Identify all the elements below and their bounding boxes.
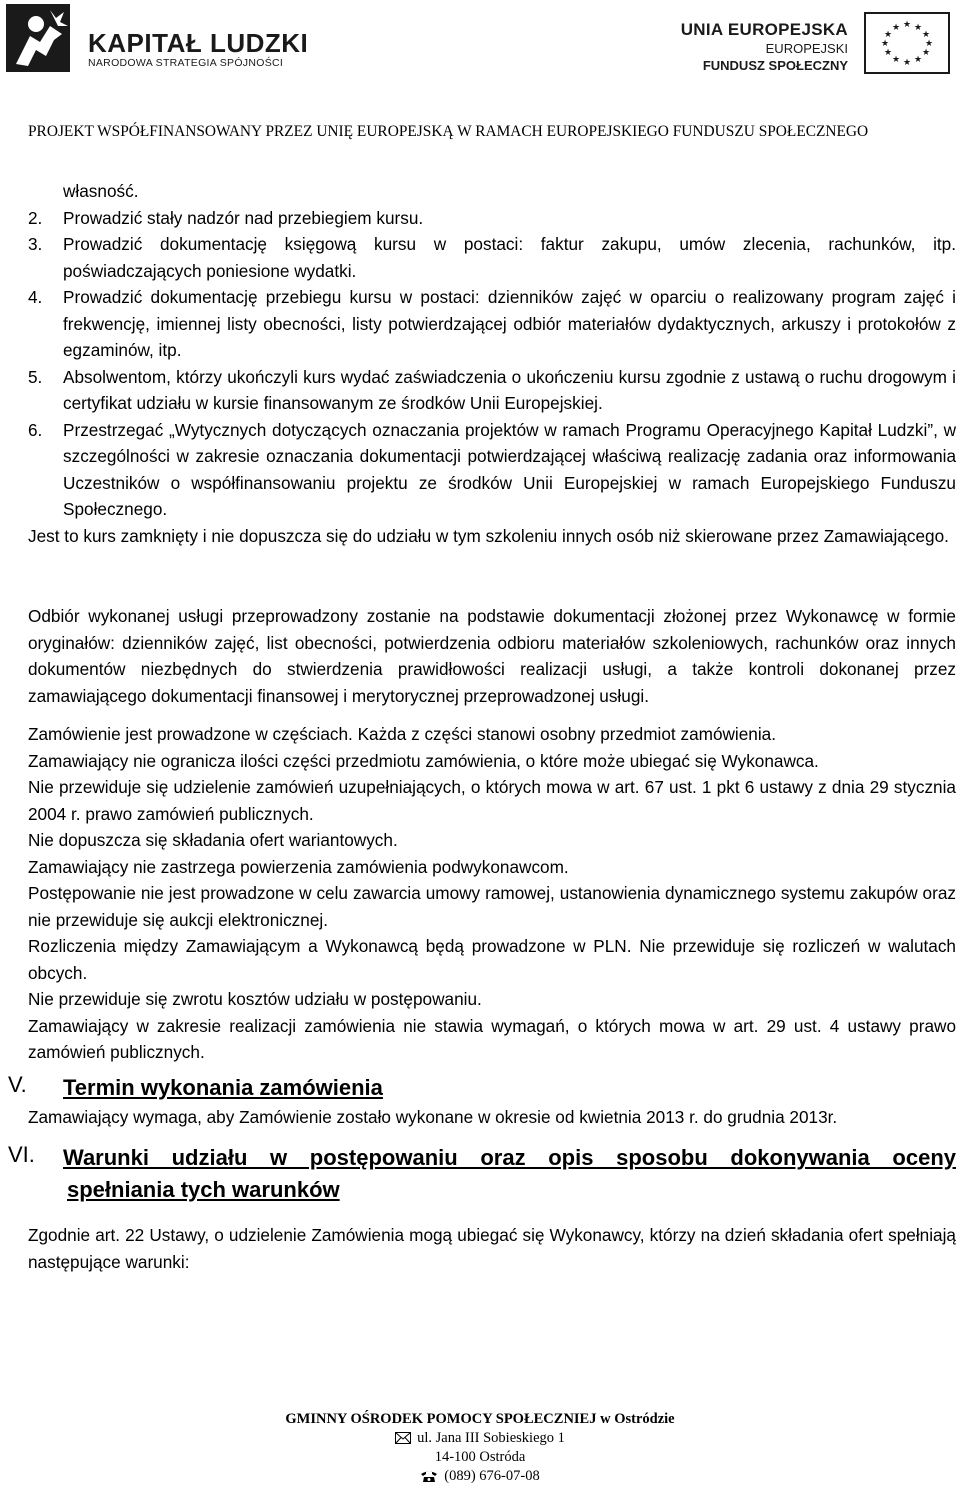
section-vi-title-line1: Warunki udziału w postępowaniu oraz opis sposobu dokonywania oceny <box>63 1145 956 1170</box>
envelope-icon <box>395 1432 411 1444</box>
svg-text:★: ★ <box>913 23 923 33</box>
statement: Nie dopuszcza się składania ofert wariantowych. <box>28 830 398 850</box>
section-v-body: Zamawiający wymaga, aby Zamówienie zostało wykonane w okresie od kwietnia 2013 r. do grudnia 2013r. <box>28 1106 838 1127</box>
eu-logo-line1: UNIA EUROPEJSKA <box>680 20 848 39</box>
footer-address: ul. Jana III Sobieskiego 1 <box>417 1430 565 1446</box>
list-item <box>28 231 956 284</box>
footer-phone: (089) 676-07-08 <box>444 1468 540 1484</box>
statement: Rozliczenia między Zamawiającym a Wykonawcą będą prowadzone w PLN. Nie przewiduje się rozliczeń w walutach obcych. <box>28 936 956 983</box>
section-vi-title-line2: spełniania tych warunków <box>67 1177 340 1202</box>
kapital-ludzki-title: KAPITAŁ LUDZKI <box>88 28 309 58</box>
section-v <box>8 1071 956 1104</box>
svg-text:★: ★ <box>891 23 901 33</box>
list-item <box>28 417 956 523</box>
kapital-ludzki-subtitle: NARODOWA STRATEGIA SPÓJNOŚCI <box>88 57 284 69</box>
section-vi-body: Zgodnie art. 22 Ustawy, o udzielenie Zamówienia mogą ubiegać się Wykonawcy, którzy na dzień składania ofert spełniają następujące warunki: <box>28 1225 956 1272</box>
svg-text:★: ★ <box>883 48 893 58</box>
list-item-text: Prowadzić dokumentację przebiegu kursu w postaci: dzienników zajęć w oparciu o realizowany program zajęć i frekwencję, imiennej listy obecności, listy potwierdzającej odbiór materiałów dydaktycznych, arkuszy i protokołów z egzaminów, itp. <box>63 287 956 360</box>
list-item-number: 6. <box>28 419 43 440</box>
svg-text:★: ★ <box>902 58 912 68</box>
svg-text:★: ★ <box>921 48 931 58</box>
svg-text:★: ★ <box>883 30 893 40</box>
page-header <box>0 0 960 150</box>
statement: Nie przewiduje się zwrotu kosztów udziału w postępowaniu. <box>28 989 482 1009</box>
statement: Nie przewiduje się udzielenie zamówień uzupełniających, o których mowa w art. 67 ust. 1 pkt 6 ustawy z dnia 29 stycznia 2004 r. prawo zamówień publicznych. <box>28 777 956 824</box>
project-cofinancing-line: PROJEKT WSPÓŁFINANSOWANY PRZEZ UNIĘ EUROPEJSKĄ W RAMACH EUROPEJSKIEGO FUNDUSZU SPOŁECZNEGO <box>28 123 869 140</box>
phone-icon <box>420 1470 438 1482</box>
kapital-ludzki-logo <box>6 4 309 74</box>
footer-phone-line <box>0 1467 960 1486</box>
svg-text:★: ★ <box>924 39 934 49</box>
list-item-text: Przestrzegać „Wytycznych dotyczących oznaczania projektów w ramach Programu Operacyjnego Kapitał Ludzki”, w szczególności w zakresie oznaczania dokumentacji potwierdzającej właściwą realizację zadania oraz informowania Uczestników o współfinansowaniu projektu ze środków Unii Europejskiej w ramach Europejskiego Funduszu Społecznego. <box>63 419 956 519</box>
list-item-number: 2. <box>28 207 43 228</box>
statement: Zamawiający nie ogranicza ilości części przedmiotu zamówienia, o które może ubiegać się Wykonawca. <box>28 750 819 771</box>
svg-text:★: ★ <box>880 39 890 49</box>
kapital-ludzki-emblem-icon <box>6 4 70 72</box>
acceptance-paragraph: Odbiór wykonanej usługi przeprowadzony zostanie na podstawie dokumentacji złożonej przez Wykonawcę w formie oryginałów: dzienników zajęć, list obecności, potwierdzenia odbioru materiałów szkoleniowych, rachunków oraz innych dokumentów niezbędnych do stwierdzenia prawidłowości realizacji usługi, a także kontroli dokonanej przez zamawiającego dokumentacji finansowej i merytorycznej przeprowadzonej usługi. <box>28 606 956 706</box>
footer-address-line <box>0 1429 960 1448</box>
statement: Postępowanie nie jest prowadzone w celu zawarcia umowy ramowej, ustanowienia dynamicznego systemu zakupów oraz nie przewiduje się aukcji elektronicznej. <box>28 883 956 930</box>
list-item-text: Prowadzić dokumentację księgową kursu w postaci: faktur zakupu, umów zlecenia, rachunków, itp. poświadczających poniesione wydatki. <box>63 234 956 281</box>
eu-logo-line3: FUNDUSZ SPOŁECZNY <box>702 58 848 73</box>
document-body <box>8 178 956 1275</box>
list-continuation: własność. <box>63 181 139 201</box>
list-item-number: 4. <box>28 287 43 307</box>
eu-flag-icon <box>864 12 950 74</box>
svg-text:★: ★ <box>902 20 912 30</box>
statement: Zamawiający nie zastrzega powierzenia zamówienia podwykonawcom. <box>28 856 569 877</box>
eu-logo-line2: EUROPEJSKI <box>765 41 848 56</box>
list-item <box>28 284 956 364</box>
list-item-number: 5. <box>28 366 43 387</box>
list-item-number: 3. <box>28 234 43 254</box>
closed-course-paragraph: Jest to kurs zamknięty i nie dopuszcza się do udziału w tym szkoleniu innych osób niż skierowane przez Zamawiającego. <box>28 525 949 546</box>
section-vi <box>8 1142 956 1206</box>
list-item <box>28 364 956 417</box>
footer-city: 14-100 Ostróda <box>434 1449 526 1465</box>
footer-organization: GMINNY OŚRODEK POMOCY SPOŁECZNIEJ w Ostródzie <box>285 1411 675 1427</box>
obligations-list <box>28 205 956 523</box>
list-item-text: Absolwentom, którzy ukończyli kurs wydać zaświadczenia o ukończeniu kursu zgodnie z ustawą o ruchu drogowym i certyfikat udziału w kursie finansowanym ze środków Unii Europejskiej. <box>63 366 956 413</box>
list-item-text: Prowadzić stały nadzór nad przebiegiem kursu. <box>63 207 424 228</box>
section-v-title: Termin wykonania zamówienia <box>63 1074 383 1100</box>
list-item <box>28 205 956 232</box>
svg-text:★: ★ <box>921 30 931 40</box>
statement: Zamówienie jest prowadzone w częściach. Każda z części stanowi osobny przedmiot zamówienia. <box>28 724 777 744</box>
svg-text:★: ★ <box>891 55 901 65</box>
page-footer <box>0 1410 960 1486</box>
section-vi-number: VI. <box>8 1142 35 1167</box>
statement: Zamawiający w zakresie realizacji zamówienia nie stawia wymagań, o których mowa w art. 29 ust. 4 ustawy prawo zamówień publicznych. <box>28 1015 956 1062</box>
svg-text:★: ★ <box>913 55 923 65</box>
section-v-number: V. <box>8 1071 27 1097</box>
eu-logo <box>680 8 960 78</box>
